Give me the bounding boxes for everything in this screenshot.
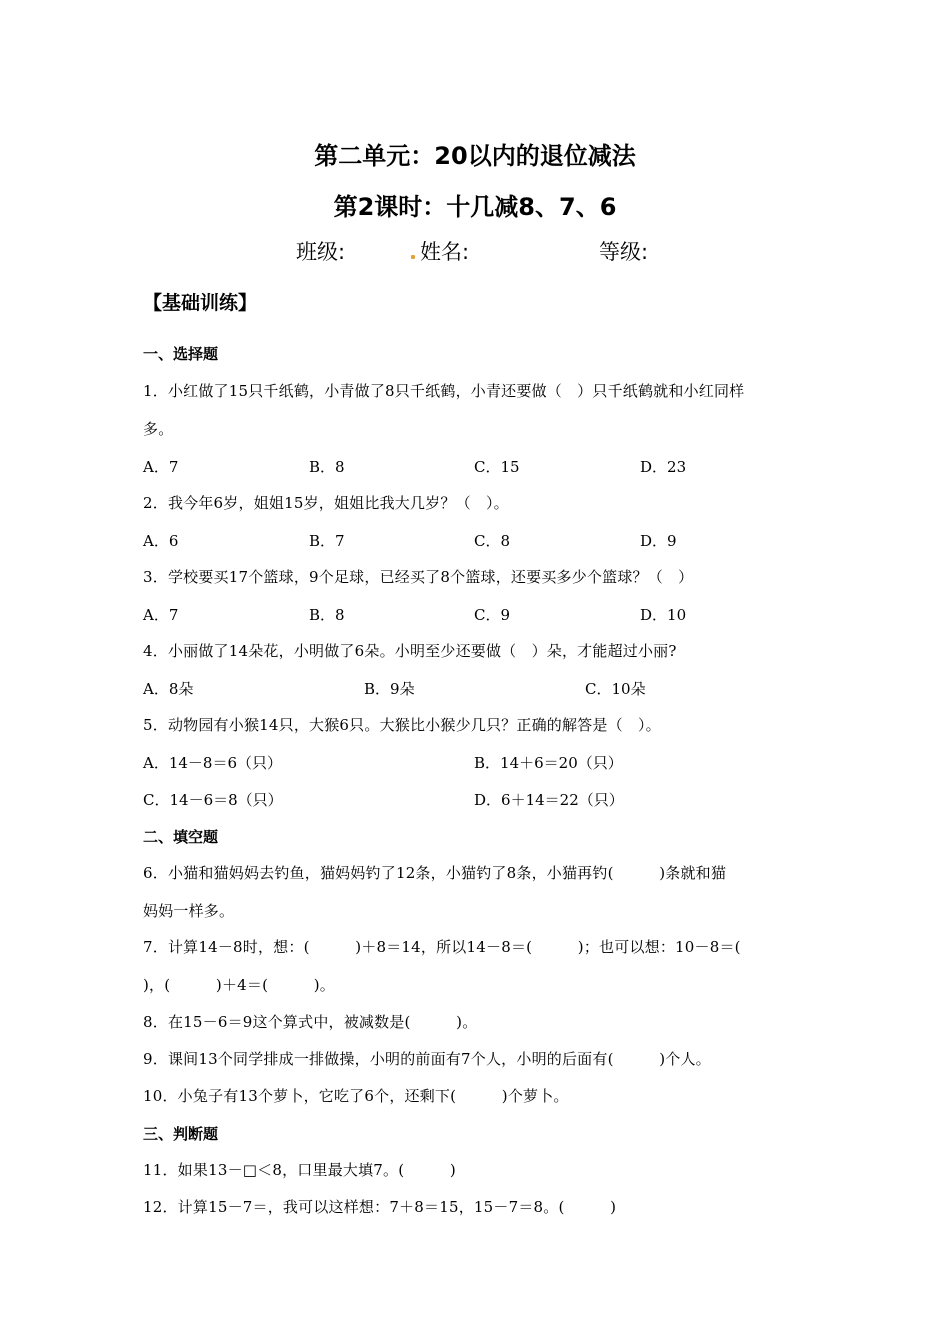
q4-option-c: C．10朵 [585, 680, 646, 698]
unit-title: 第二单元：20以内的退位减法 [314, 142, 636, 170]
part2-heading: 二、填空题 [143, 828, 219, 846]
marker-dot [411, 255, 415, 259]
class-label: 班级: [296, 240, 346, 264]
q3-option-c: C．9 [474, 606, 511, 624]
q5-option-b: B．14＋6＝20（只） [474, 754, 623, 772]
section-title: 【基础训练】 [143, 292, 258, 314]
q4-option-a: A．8朵 [143, 680, 194, 698]
question-11: 11．如果13－□＜8，口里最大填7。( ) [143, 1161, 456, 1179]
q2-option-b: B．7 [309, 532, 345, 550]
question-1-line-2: 多。 [143, 420, 174, 438]
grade-label: 等级: [599, 240, 649, 264]
question-8: 8．在15－6＝9这个算式中，被减数是( )。 [143, 1013, 478, 1031]
question-2: 2．我今年6岁，姐姐15岁，姐姐比我大几岁？（ ）。 [143, 494, 509, 512]
q5-option-d: D．6＋14＝22（只） [474, 791, 624, 809]
question-10: 10．小兔子有13个萝卜，它吃了6个，还剩下( )个萝卜。 [143, 1087, 569, 1105]
question-7-line-1: 7．计算14－8时，想：( )＋8＝14，所以14－8＝( )；也可以想：10－8＝( [143, 938, 741, 956]
part1-heading: 一、选择题 [143, 345, 219, 363]
part3-heading: 三、判断题 [143, 1125, 219, 1143]
name-label: 姓名: [420, 240, 470, 264]
question-9: 9．课间13个同学排成一排做操，小明的前面有7个人，小明的后面有( )个人。 [143, 1050, 711, 1068]
q1-option-d: D．23 [640, 458, 687, 476]
q3-option-a: A．7 [143, 606, 179, 624]
question-6-line-2: 妈妈一样多。 [143, 902, 235, 920]
q2-option-d: D．9 [640, 532, 677, 550]
question-1-line-1: 1．小红做了15只千纸鹤，小青做了8只千纸鹤，小青还要做（ ）只千纸鹤就和小红同样 [143, 382, 745, 400]
q1-option-a: A．7 [143, 458, 179, 476]
question-4: 4．小丽做了14朵花，小明做了6朵。小明至少还要做（ ）朵，才能超过小丽? [143, 642, 677, 660]
lesson-title: 第2课时：十几减8、7、6 [333, 193, 617, 221]
q1-option-b: B．8 [309, 458, 345, 476]
question-3: 3．学校要买17个篮球，9个足球，已经买了8个篮球，还要买多少个篮球？（ ） [143, 568, 694, 586]
q5-option-a: A．14－8＝6（只） [143, 754, 283, 772]
q3-option-b: B．8 [309, 606, 345, 624]
q2-option-c: C．8 [474, 532, 511, 550]
q5-option-c: C．14－6＝8（只） [143, 791, 283, 809]
q1-option-c: C．15 [474, 458, 520, 476]
question-7-line-2: )，( )＋4＝( )。 [143, 976, 336, 994]
question-12: 12．计算15－7＝，我可以这样想：7＋8＝15，15－7＝8。( ) [143, 1198, 617, 1216]
q4-option-b: B．9朵 [364, 680, 415, 698]
q2-option-a: A．6 [143, 532, 179, 550]
question-5: 5．动物园有小猴14只，大猴6只。大猴比小猴少几只？正确的解答是（ ）。 [143, 716, 661, 734]
question-6-line-1: 6．小猫和猫妈妈去钓鱼，猫妈妈钓了12条，小猫钓了8条，小猫再钓( )条就和猫 [143, 864, 727, 882]
q3-option-d: D．10 [640, 606, 687, 624]
